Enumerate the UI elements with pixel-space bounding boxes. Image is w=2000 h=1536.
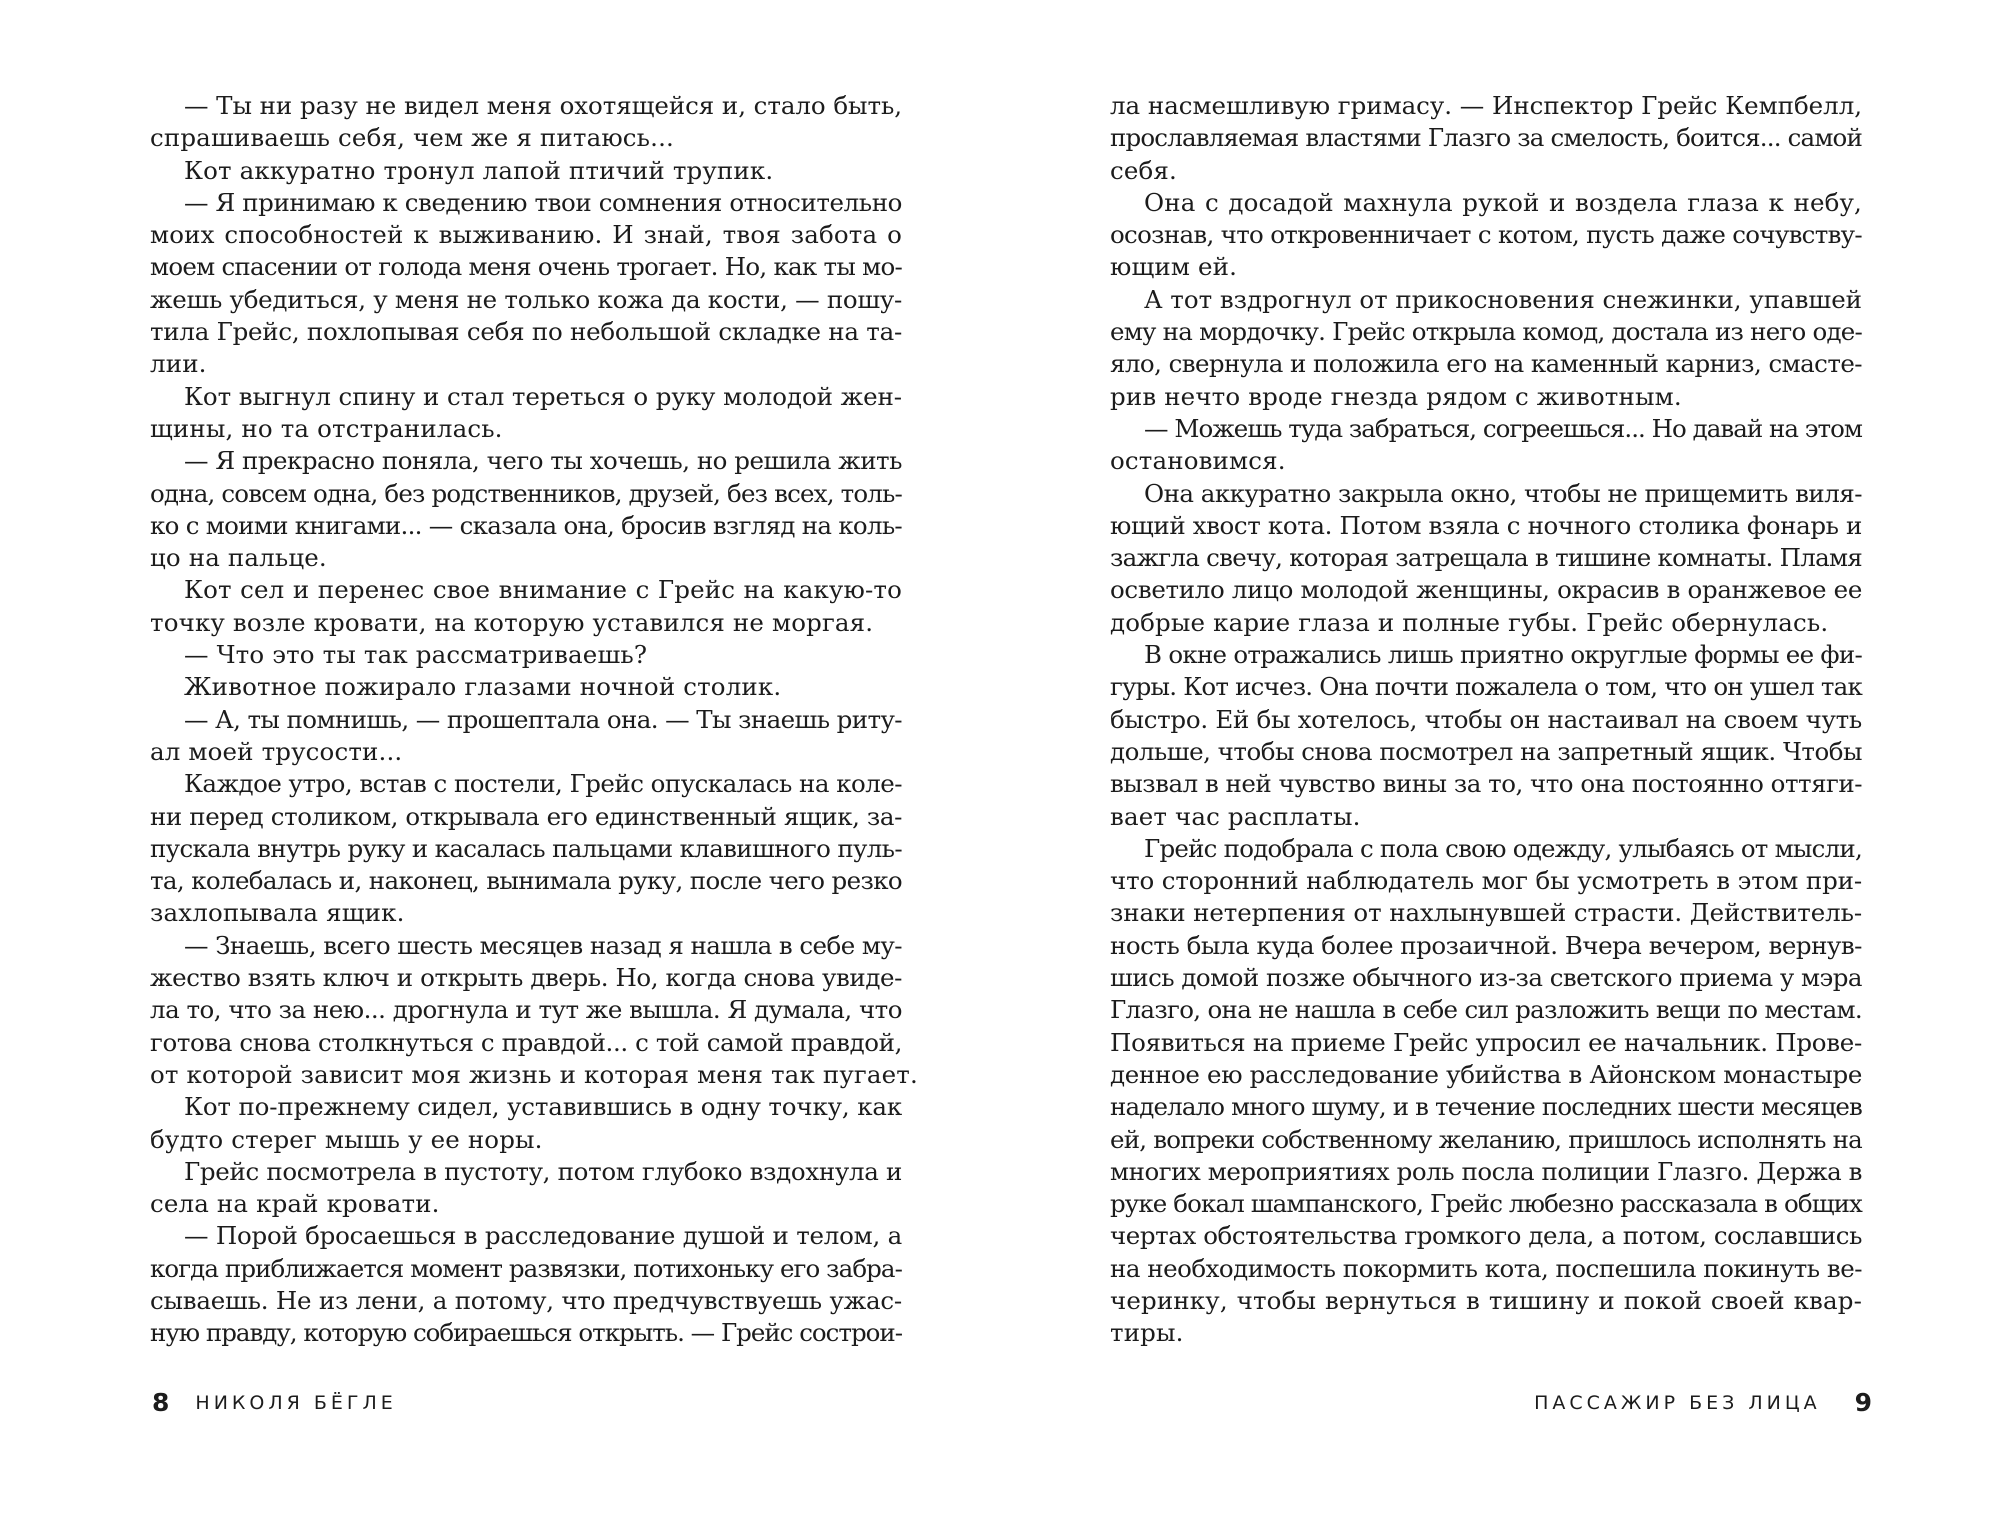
text-line: одна, совсем одна, без родственников, друзей, без всех, толь- — [150, 478, 902, 508]
text-line: вает час расплаты. — [1110, 801, 1361, 831]
text-line: тиры. — [1110, 1318, 1184, 1348]
text-line: захлопывала ящик. — [150, 898, 405, 928]
text-line: на необходимость покормить кота, поспешила покинуть ве- — [1110, 1253, 1862, 1283]
text-line: ко с моими книгами... — сказала она, бросив взгляд на коль- — [150, 510, 902, 540]
text-line: Глазго, она не нашла в себе сил разложить вещи по местам. — [1110, 995, 1862, 1025]
text-line: сываешь. Не из лени, а потому, что предчувствуешь ужас- — [150, 1285, 902, 1315]
text-line: шись домой позже обычного из-за светского приема у мэра — [1110, 963, 1862, 993]
page-number: 9 — [1854, 1388, 1872, 1417]
text-line: та, колебалась и, наконец, вынимала руку, после чего резко — [150, 866, 902, 896]
text-line: Каждое утро, встав с постели, Грейс опускалась на коле- — [184, 769, 902, 799]
text-line: знаки нетерпения от нахлынувшей страсти. Действитель- — [1110, 898, 1863, 928]
text-line: моих способностей к выживанию. И знай, твоя забота о — [150, 220, 902, 250]
text-line: рив нечто вроде гнезда рядом с животным. — [1110, 381, 1682, 411]
left-page-footer — [152, 1388, 397, 1417]
text-line: жешь убедиться, у меня не только кожа да кости, — пошу- — [150, 284, 902, 314]
text-line: щины, но та отстранилась. — [150, 413, 503, 443]
text-line: ал моей трусости... — [150, 736, 403, 766]
text-line: готова снова столкнуться с правдой... с той самой правдой, — [150, 1027, 902, 1057]
text-line: от которой зависит моя жизнь и которая меня так пугает. — [150, 1059, 918, 1089]
text-line: В окне отражались лишь приятно округлые формы ее фи- — [1144, 640, 1862, 670]
text-line: руке бокал шампанского, Грейс любезно рассказала в общих — [1110, 1189, 1862, 1219]
text-line: Кот сел и перенес свое внимание с Грейс на какую-то — [184, 575, 902, 605]
text-line: Кот аккуратно тронул лапой птичий трупик. — [184, 155, 774, 185]
text-line: гуры. Кот исчез. Она почти пожалела о том, что он ушел так — [1110, 672, 1862, 702]
text-line: чертах обстоятельства громкого дела, а потом, сославшись — [1110, 1221, 1862, 1251]
text-line: ющим ей. — [1110, 252, 1238, 282]
text-line: — Порой бросаешься в расследование душой и телом, а — [184, 1221, 902, 1251]
text-line: ную правду, которую собираешься открыть. — Грейс сострои- — [150, 1318, 902, 1348]
text-line: села на край кровати. — [150, 1189, 440, 1219]
text-line: яло, свернула и положила его на каменный карниз, смасте- — [1110, 349, 1862, 379]
right-page-footer — [1534, 1388, 1872, 1417]
text-line: — Что это ты так рассматриваешь? — [184, 640, 648, 670]
text-line: ни перед столиком, открывала его единственный ящик, за- — [150, 801, 902, 831]
text-line: — Знаешь, всего шесть месяцев назад я нашла в себе му- — [184, 930, 902, 960]
text-line: добрые карие глаза и полные губы. Грейс обернулась. — [1110, 607, 1829, 637]
running-head-title: ПАССАЖИР БЕЗ ЛИЦА — [1534, 1391, 1821, 1414]
text-line: цо на пальце. — [150, 543, 327, 573]
text-line: когда приближается момент развязки, потихоньку его забра- — [150, 1253, 903, 1283]
text-line: будто стерег мышь у ее норы. — [150, 1124, 543, 1154]
left-page-text — [150, 90, 918, 1350]
text-line: спрашиваешь себя, чем же я питаюсь... — [150, 123, 674, 153]
text-line: дольше, чтобы снова посмотрел на запретный ящик. Чтобы — [1110, 736, 1862, 766]
text-line: осветило лицо молодой женщины, окрасив в оранжевое ее — [1110, 575, 1862, 605]
text-line: себя. — [1110, 155, 1177, 185]
text-line: Животное пожирало глазами ночной столик. — [184, 672, 782, 702]
text-line: осознав, что откровенничает с котом, пусть даже сочувству- — [1110, 220, 1862, 250]
text-line: пускала внутрь руку и касалась пальцами клавишного пуль- — [150, 833, 902, 863]
text-line: многих мероприятиях роль посла полиции Глазго. Держа в — [1110, 1156, 1862, 1186]
text-line: денное ею расследование убийства в Айонском монастыре — [1110, 1059, 1863, 1089]
text-line: ла насмешливую гримасу. — Инспектор Грейс Кемпбелл, — [1110, 91, 1862, 120]
text-line: ность была куда более прозаичной. Вчера вечером, вернув- — [1110, 930, 1862, 960]
text-line: Она аккуратно закрыла окно, чтобы не прищемить виля- — [1144, 478, 1862, 508]
text-line: Появиться на приеме Грейс упросил ее начальник. Прове- — [1110, 1027, 1862, 1057]
text-line: — Я прекрасно поняла, чего ты хочешь, но решила жить — [184, 446, 902, 476]
page-number: 8 — [152, 1388, 170, 1417]
text-line: Кот выгнул спину и стал тереться о руку молодой жен- — [184, 381, 902, 411]
running-head-author: НИКОЛЯ БЁГЛЕ — [195, 1391, 397, 1414]
text-line: вызвал в ней чувство вины за то, что она постоянно оттяги- — [1110, 769, 1862, 799]
text-line: — Я принимаю к сведению твои сомнения относительно — [184, 187, 903, 217]
text-line: жество взять ключ и открыть дверь. Но, когда снова увиде- — [150, 963, 902, 993]
text-line: — Ты ни разу не видел меня охотящейся и, стало быть, — [184, 91, 902, 120]
text-line: точку возле кровати, на которую уставился не моргая. — [150, 607, 874, 637]
text-line: Грейс посмотрела в пустоту, потом глубоко вздохнула и — [184, 1156, 902, 1186]
text-line: зажгла свечу, которая затрещала в тишине комнаты. Пламя — [1110, 543, 1862, 573]
text-line: Она с досадой махнула рукой и воздела глаза к небу, — [1144, 187, 1862, 217]
text-line: — Можешь туда забраться, согреешься... Но давай на этом — [1144, 413, 1862, 443]
text-line: моем спасении от голода меня очень трогает. Но, как ты мо- — [150, 252, 902, 282]
text-line: Кот по-прежнему сидел, уставившись в одну точку, как — [184, 1092, 902, 1122]
text-line: что сторонний наблюдатель мог бы усмотреть в этом при- — [1110, 866, 1862, 896]
text-line: тила Грейс, похлопывая себя по небольшой складке на та- — [150, 317, 902, 347]
text-line: ей, вопреки собственному желанию, пришлось исполнять на — [1110, 1124, 1862, 1154]
text-line: ему на мордочку. Грейс открыла комод, достала из него оде- — [1110, 317, 1862, 347]
right-page-text — [1110, 90, 1862, 1350]
text-line: наделало много шуму, и в течение последних шести месяцев — [1110, 1092, 1863, 1122]
text-line: А тот вздрогнул от прикосновения снежинки, упавшей — [1144, 284, 1862, 314]
text-line: ющий хвост кота. Потом взяла с ночного столика фонарь и — [1110, 510, 1862, 540]
text-line: Грейс подобрала с пола свою одежду, улыбаясь от мысли, — [1144, 833, 1862, 863]
text-line: ла то, что за нею... дрогнула и тут же вышла. Я думала, что — [150, 995, 902, 1025]
text-line: — А, ты помнишь, — прошептала она. — Ты знаешь риту- — [184, 704, 902, 734]
text-line: быстро. Ей бы хотелось, чтобы он настаивал на своем чуть — [1110, 704, 1863, 734]
text-line: черинку, чтобы вернуться в тишину и покой своей квар- — [1110, 1285, 1862, 1315]
text-line: прославляемая властями Глазго за смелость, боится... самой — [1110, 123, 1862, 153]
text-line: лии. — [150, 349, 207, 379]
text-line: остановимся. — [1110, 446, 1286, 476]
